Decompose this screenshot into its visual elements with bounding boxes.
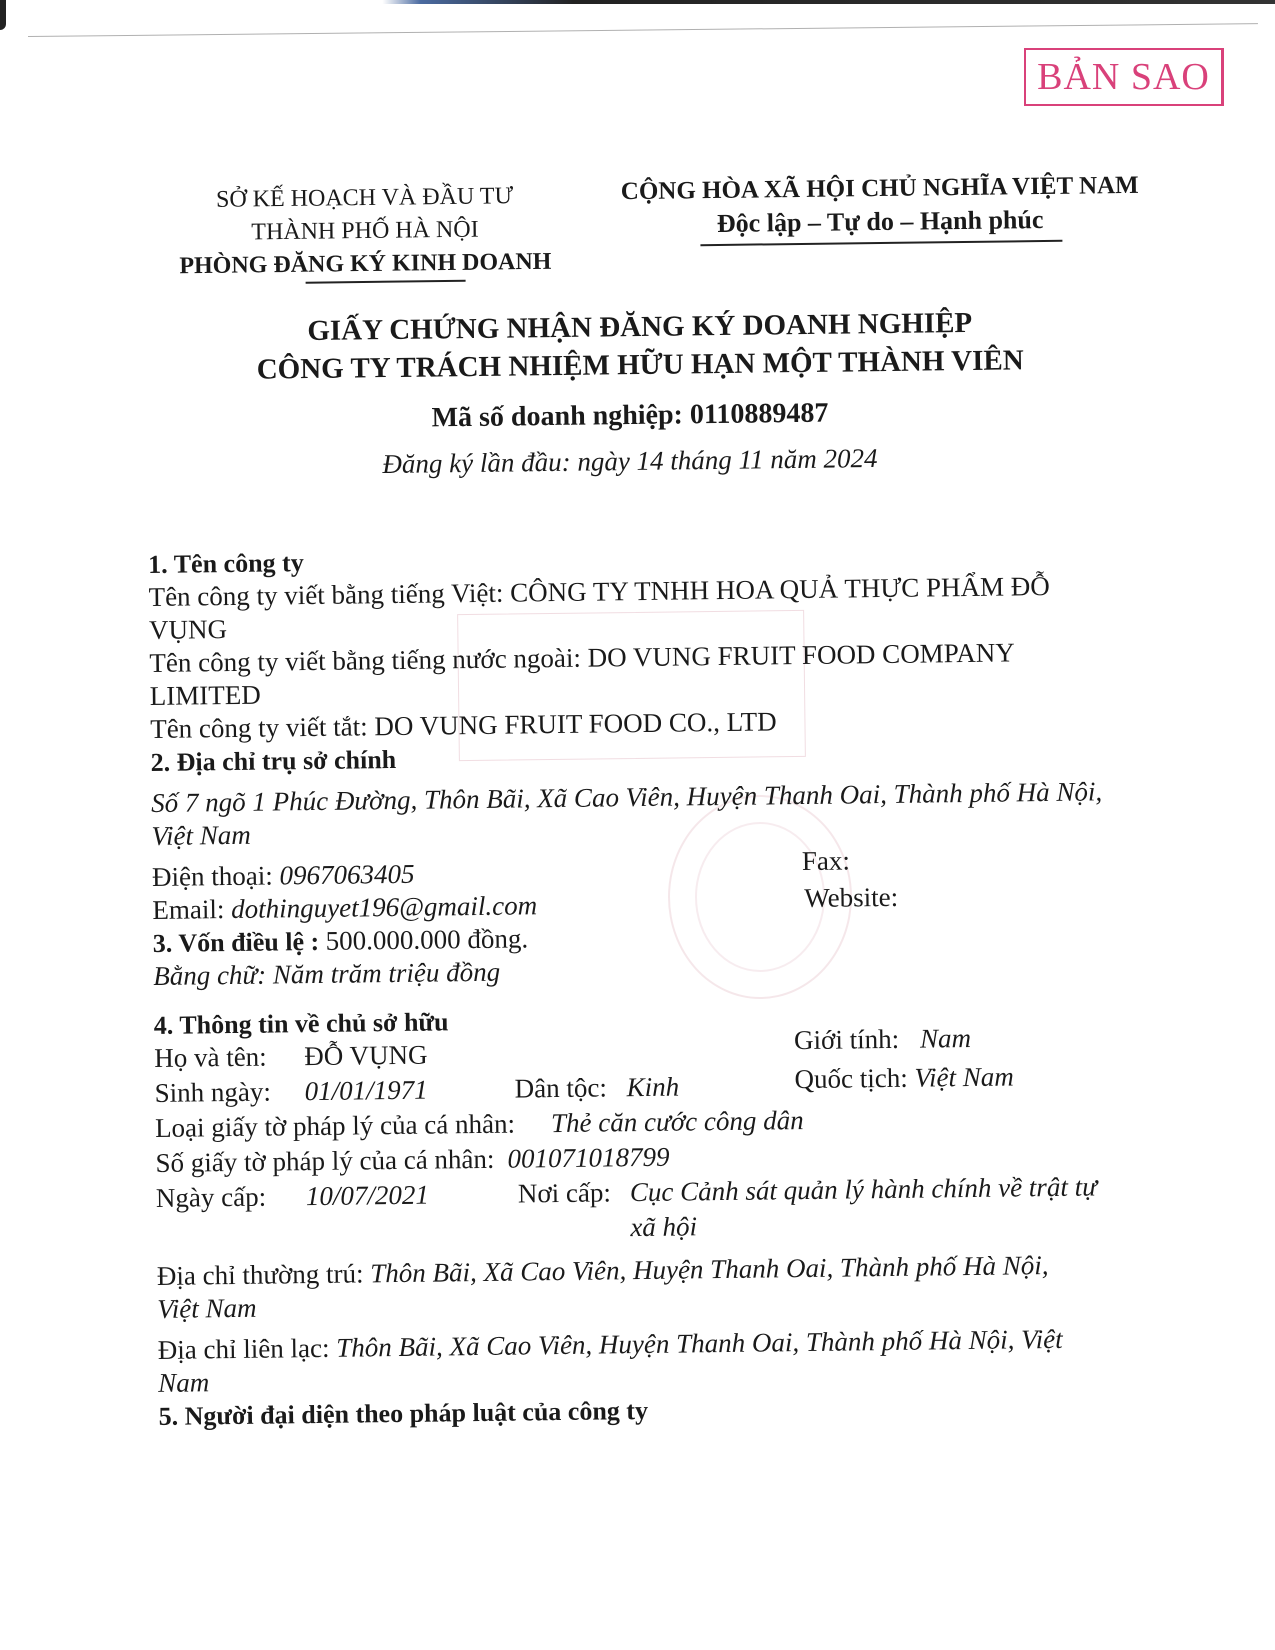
authority-line-3: PHÒNG ĐĂNG KÝ KINH DOANH [179,248,552,280]
website-label: Website: [804,881,899,914]
phone-value: 0967063405 [279,858,415,891]
nationality-value: Việt Nam [914,1061,1014,1093]
value: DO VUNG FRUIT FOOD COMPANY [587,637,1015,673]
issuing-authority-header [149,179,580,285]
charter-capital-in-words: Bằng chữ: Năm trăm triệu đồng [153,956,501,991]
section-5-title: 5. Người đại diện theo pháp luật của công ty [158,1395,649,1431]
permanent-address-label: Địa chỉ thường trú: [156,1258,371,1291]
national-motto: Độc lập – Tự do – Hạnh phúc [716,205,1044,238]
company-name-foreign-cont: LIMITED [149,679,261,711]
label: Tên công ty viết bằng tiếng nước ngoài: [149,642,588,678]
scan-edge-left [0,0,6,30]
title-line-2: CÔNG TY TRÁCH NHIỆM HỮU HẠN MỘT THÀNH VIÊN [256,344,1024,386]
ethnicity-value: Kinh [626,1071,680,1103]
name-value: ĐỖ VỤNG [304,1039,428,1072]
permanent-address-value: Thôn Bãi, Xã Cao Viên, Huyện Thanh Oai, Thành phố Hà Nội, [370,1250,1049,1289]
ethnicity-label: Dân tộc: [514,1072,608,1104]
title-line-1: GIẤY CHỨNG NHẬN ĐĂNG KÝ DOANH NGHIỆP [307,306,973,348]
gender-value: Nam [919,1022,972,1054]
section-4-title: 4. Thông tin về chủ sở hữu [153,1007,449,1040]
company-name-vietnamese-cont: VỤNG [148,614,228,645]
value: CÔNG TY TNHH HOA QUẢ THỰC PHẨM ĐỖ [509,570,1051,608]
head-office-address: Số 7 ngõ 1 Phúc Đường, Thôn Bãi, Xã Cao Viên, Huyện Thanh Oai, Thành phố Hà Nội, [150,776,1103,818]
dob-label: Sinh ngày: [154,1076,272,1108]
section-1-title: 1. Tên công ty [148,548,304,579]
head-office-address-cont: Việt Nam [151,819,251,851]
authority-line-1: SỞ KẾ HOẠCH VÀ ĐẦU TƯ [215,183,514,213]
permanent-address-cont: Việt Nam [157,1292,257,1324]
contact-address-label: Địa chỉ liên lạc: [157,1332,337,1365]
id-type-label: Loại giấy tờ pháp lý của cá nhân: [154,1108,516,1143]
national-header [600,169,1161,248]
header-right-underline [700,240,1062,246]
scan-guide-line [28,23,1258,37]
section-3-title: 3. Vốn điều lệ : [152,926,326,958]
national-name: CỘNG HÒA XÃ HỘI CHỦ NGHĨA VIỆT NAM [620,171,1139,206]
label: Tên công ty viết tắt: [150,711,375,744]
nationality-label: Quốc tịch: [794,1062,908,1095]
document-body [148,536,1159,1433]
dob-value: 01/01/1971 [304,1074,428,1107]
document-title [200,303,1081,390]
copy-stamp: BẢN SAO [1024,48,1224,106]
email-label: Email: [152,894,232,925]
contact-address-value: Thôn Bãi, Xã Cao Viên, Huyện Thanh Oai, Thành phố Hà Nội, Việt [336,1323,1063,1363]
gender-label: Giới tính: [793,1023,900,1056]
issue-date-value: 10/07/2021 [305,1179,430,1212]
issue-place-value-cont: xã hội [630,1211,698,1243]
id-number-label: Số giấy tờ pháp lý của cá nhân: [155,1143,495,1178]
first-registration-date: Đăng ký lần đầu: ngày 14 tháng 11 năm 2024 [382,442,878,480]
section-2-title: 2. Địa chỉ trụ sở chính [150,744,397,777]
enterprise-code: Mã số doanh nghiệp: 0110889487 [431,397,829,434]
authority-line-2: THÀNH PHỐ HÀ NỘI [251,216,479,246]
fax-label: Fax: [801,845,851,877]
issue-place-label: Nơi cấp: [517,1177,612,1209]
email-value: dothinguyet196@gmail.com [230,890,538,925]
scan-edge-top [0,0,1275,4]
charter-capital-value: 500.000.000 đồng. [325,923,529,956]
issue-place-value: Cục Cảnh sát quản lý hành chính về trật tự [629,1171,1097,1208]
value: DO VUNG FRUIT FOOD CO., LTD [374,706,777,742]
label: Tên công ty viết bằng tiếng Việt: [148,577,511,612]
name-label: Họ và tên: [154,1041,267,1073]
id-type-value: Thẻ căn cước công dân [550,1105,804,1139]
id-number-value: 001071018799 [507,1141,670,1174]
issue-date-label: Ngày cấp: [155,1181,267,1213]
phone-label: Điện thoại: [151,860,280,892]
contact-address-cont: Nam [158,1367,210,1398]
